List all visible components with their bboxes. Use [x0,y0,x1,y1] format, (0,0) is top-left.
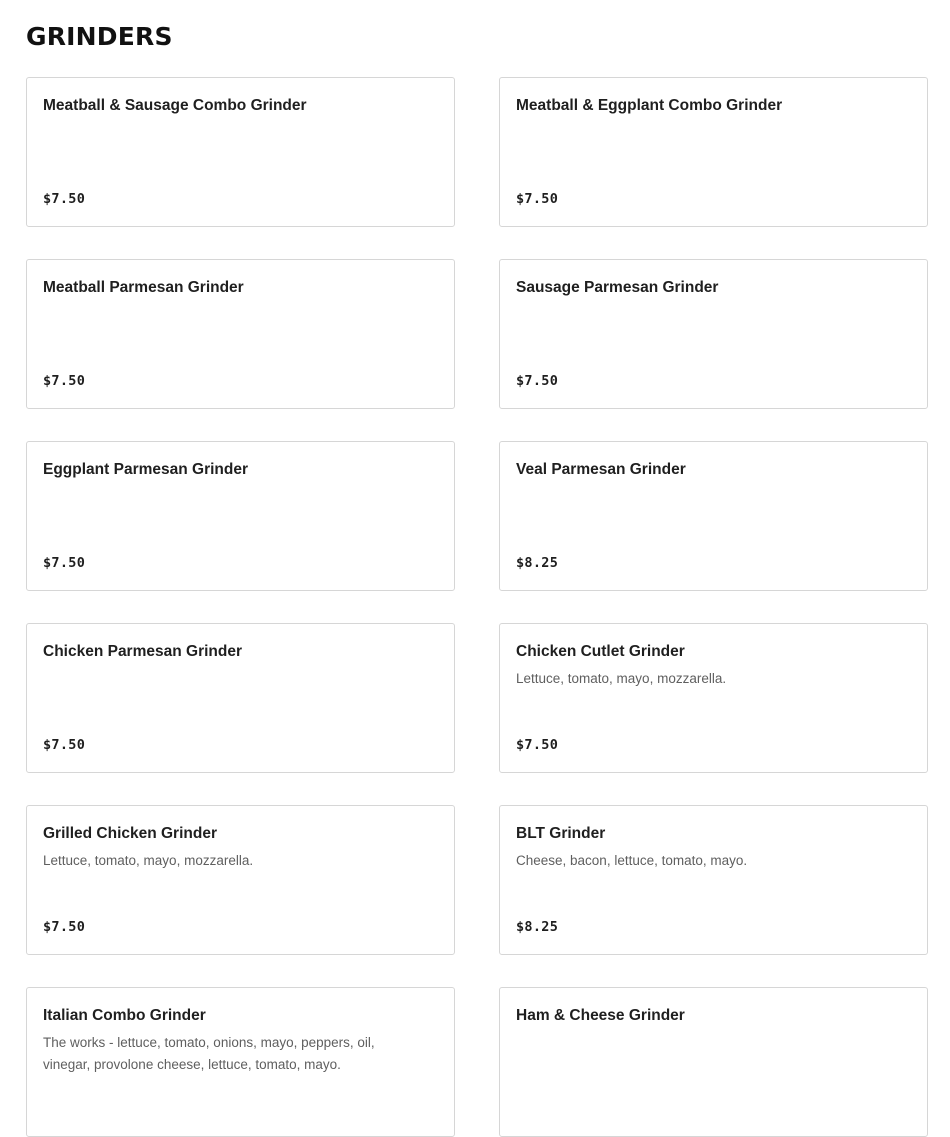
menu-items-grid [26,77,928,1137]
menu-item-price: $7.50 [516,373,559,389]
menu-item-name: Meatball & Sausage Combo Grinder [43,97,307,114]
menu-item-card[interactable] [499,623,928,773]
menu-item-name: Meatball & Eggplant Combo Grinder [516,97,783,114]
menu-item-price: $7.50 [43,191,86,207]
menu-item-card[interactable] [26,805,455,955]
menu-item-name: Meatball Parmesan Grinder [43,279,244,296]
menu-item-price: $7.50 [43,555,86,571]
menu-item-price: $7.50 [43,737,86,753]
menu-item-card[interactable] [499,441,928,591]
menu-item-card[interactable] [26,987,455,1137]
menu-item-description: Cheese, bacon, lettuce, tomato, mayo. [516,853,748,868]
menu-item-card[interactable] [26,623,455,773]
menu-item-name: Grilled Chicken Grinder [43,825,217,842]
menu-item-price: $7.50 [516,737,559,753]
menu-item-card[interactable] [499,987,928,1137]
section-title: GRINDERS [26,22,173,51]
menu-item-price: $8.25 [516,555,559,571]
menu-item-card[interactable] [26,259,455,409]
menu-item-name: Chicken Parmesan Grinder [43,643,242,660]
menu-item-description: Lettuce, tomato, mayo, mozzarella. [43,853,254,868]
menu-item-name: Ham & Cheese Grinder [516,1007,685,1024]
menu-item-price: $8.25 [516,919,559,935]
menu-item-card[interactable] [499,259,928,409]
menu-item-card[interactable] [499,805,928,955]
menu-item-name: Italian Combo Grinder [43,1007,206,1024]
menu-item-name: Chicken Cutlet Grinder [516,643,685,660]
menu-item-card[interactable] [26,77,455,227]
menu-item-description: The works - lettuce, tomato, onions, mayo, peppers, oil, vinegar, provolone cheese, lettuce, tomato, mayo. [43,1035,375,1072]
menu-item-name: Veal Parmesan Grinder [516,461,686,478]
menu-item-price: $7.50 [43,373,86,389]
menu-item-price: $7.50 [516,191,559,207]
menu-item-name: BLT Grinder [516,825,606,842]
menu-item-name: Eggplant Parmesan Grinder [43,461,248,478]
menu-item-card[interactable] [499,77,928,227]
menu-item-price: $7.50 [43,919,86,935]
menu-item-description: Lettuce, tomato, mayo, mozzarella. [516,671,727,686]
menu-item-name: Sausage Parmesan Grinder [516,279,719,296]
menu-item-card[interactable] [26,441,455,591]
